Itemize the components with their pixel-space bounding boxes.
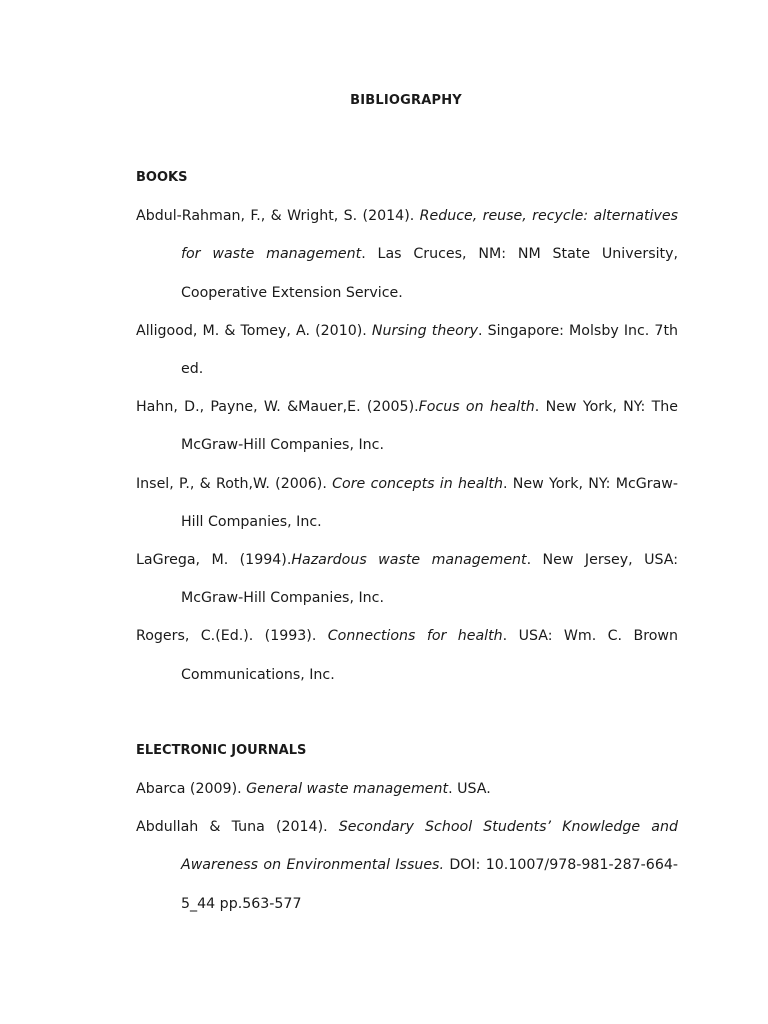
bibliography-entry	[136, 465, 678, 541]
bibliography-content	[136, 159, 678, 923]
bibliography-entry	[136, 808, 678, 923]
entry-publisher: . Singapore: Molsby Inc. 7th ed.	[181, 322, 678, 378]
entry-authors: Abdul-Rahman, F., & Wright, S. (2014).	[136, 208, 420, 225]
entry-title: Hazardous waste management	[291, 552, 527, 569]
bibliography-entry	[136, 197, 678, 312]
bibliography-entry	[136, 388, 678, 464]
entry-title: Connections for health	[327, 628, 503, 645]
entry-title: Nursing theory	[371, 322, 478, 339]
bibliography-entry	[136, 617, 678, 693]
entry-publisher: . USA.	[448, 781, 491, 798]
entry-publisher: . Las Cruces, NM: NM State University, Cooperative Extension Service.	[181, 246, 678, 301]
entry-authors: Hahn, D., Payne, W. &Mauer,E. (2005).	[136, 399, 419, 416]
entry-publisher: . New Jersey, USA: McGraw-Hill Companies, Inc.	[181, 552, 678, 607]
entry-title: Focus on health	[418, 399, 535, 416]
entry-title: Reduce, reuse, recycle: alternatives for waste management	[181, 208, 679, 263]
entry-authors: Rogers, C.(Ed.). (1993).	[136, 628, 328, 645]
page-title: BIBLIOGRAPHY	[350, 93, 462, 108]
section-heading-electronic-journals: ELECTRONIC JOURNALS	[136, 742, 307, 758]
entry-authors: Alligood, M. & Tomey, A. (2010).	[136, 322, 372, 339]
entry-publisher: DOI: 10.1007/978-981-287-664-5_44 pp.563-577	[181, 857, 678, 912]
entry-authors: Abarca (2009).	[136, 781, 247, 798]
entry-authors: LaGrega, M. (1994).	[136, 552, 292, 569]
entry-publisher: . New York, NY: McGraw-Hill Companies, Inc.	[181, 475, 678, 530]
entry-title: General waste management	[246, 781, 449, 798]
entry-title: Secondary School Students’ Knowledge and Awareness on Environmental Issues.	[181, 819, 678, 874]
bibliography-entry	[136, 770, 678, 808]
entry-publisher: . New York, NY: The McGraw-Hill Companies, Inc.	[181, 399, 678, 454]
entry-authors: Insel, P., & Roth,W. (2006).	[136, 475, 333, 492]
entry-publisher: . USA: Wm. C. Brown Communications, Inc.	[181, 628, 679, 683]
entry-authors: Abdullah & Tuna (2014).	[136, 819, 339, 836]
entry-title: Core concepts in health	[332, 475, 503, 492]
bibliography-entry	[136, 541, 678, 617]
bibliography-entry	[136, 312, 678, 388]
section-heading-books: BOOKS	[136, 170, 188, 185]
